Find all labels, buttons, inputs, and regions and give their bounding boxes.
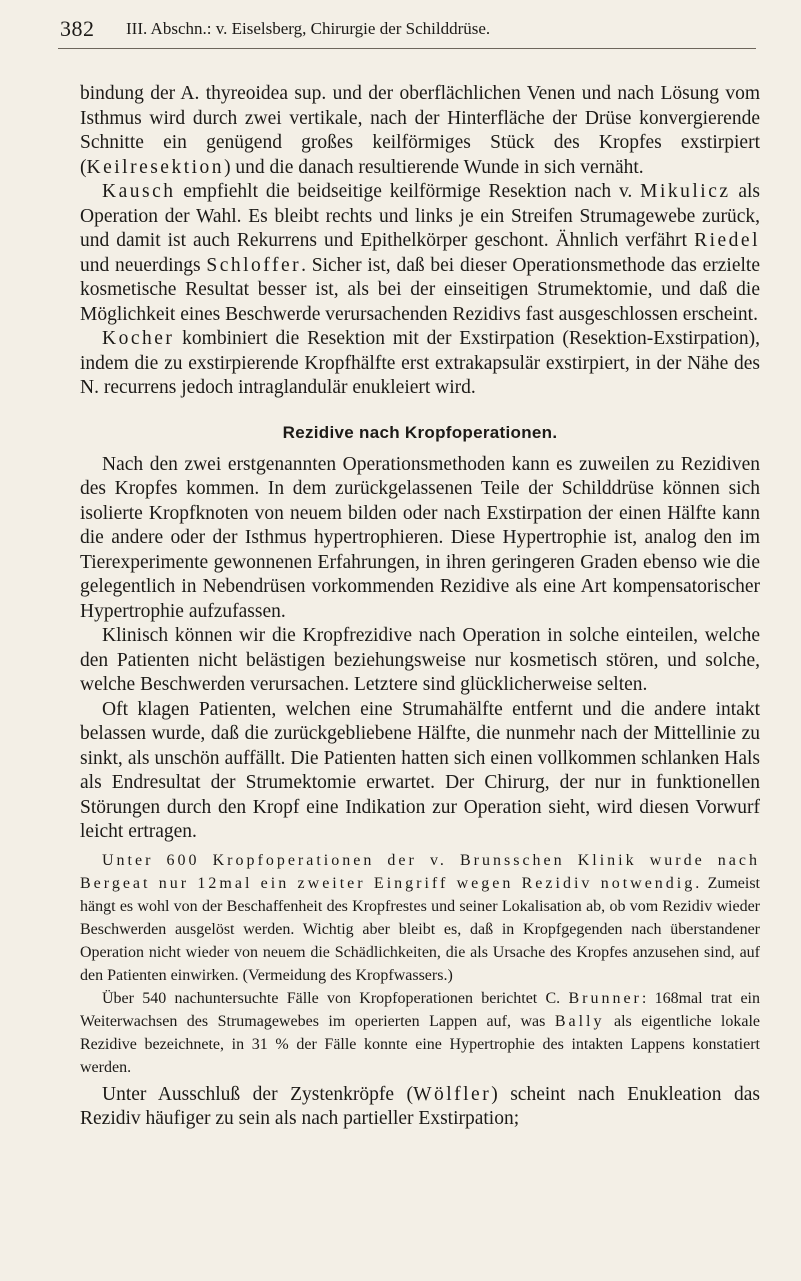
paragraph-text: bindung der A. thyreoidea sup. und der oberflächlichen Venen und nach Lösung vom Isthmus wird durch zwei vertikale, nach der Hinterfläche der Drüse konvergierende Schnitte ein genügend großes keilförmiges Stück des Kropfes exstirpiert ( <box>80 83 760 178</box>
paragraph-text: . Sicher ist, daß bei dieser Operationsmethode das erzielte kosmetische Resultat besser ist, als bei der einseitigen Strumektomie, und daß die Möglichkeit eines Beschwerde verursachenden Rezidivs fast ausgeschlossen erscheint. <box>80 254 760 325</box>
paragraph-text: empfiehlt die beidseitige keilförmige Resektion nach v. <box>175 181 641 202</box>
running-head: III. Abschn.: v. Eiselsberg, Chirurgie der Schilddrüse. <box>126 19 491 38</box>
spaced-statement: Unter 600 Kropfoperationen der v. Brunsschen Klinik wurde nach Bergeat nur 12mal ein zweiter Eingriff wegen Rezidiv notwendig. <box>80 851 760 892</box>
paragraph-text: ) und die danach resultierende Wunde in sich vernäht. <box>224 156 644 178</box>
paragraph-text: als eigentliche lokale Rezidive bezeichnete, in 31 % der Fälle konnte eine Hypertrophie des intakten Lappens konstatiert werden. <box>80 1012 760 1076</box>
page-number: 382 <box>60 16 95 41</box>
header-rule <box>58 48 756 49</box>
paragraph-text: kombiniert die Resektion mit der Exstirpation (Resektion-Exstirpation), indem die zu exstirpierende Kropfhälfte erst extrakapsulär exstirpiert, in der Nähe des N. recurrens jedoch intraglandulär enukleiert wird. <box>80 328 760 398</box>
author-name: Mikulicz <box>640 181 731 202</box>
paragraph-klinisch: Klinisch können wir die Kropfrezidive nach Operation in solche einteilen, welche den Patienten nicht belästigen beziehungsweise nur kosmetisch stören, und solche, welche Beschwerden verursachen. Letztere sind glücklicherweise selten. <box>80 625 760 695</box>
page-header <box>60 16 760 56</box>
paragraph-text: als Operation der Wahl. Es bleibt rechts und links je ein Streifen Strumagewebe zurück, und damit ist auch Rekurrens und Epithelkörper geschont. Ähnlich verfährt <box>80 181 760 251</box>
paragraph-text: Über 540 nachuntersuchte Fälle von Kropfoperationen berichtet C. <box>102 989 569 1007</box>
author-name: Brunner <box>568 989 642 1007</box>
paragraph-rezidive: Nach den zwei erstgenannten Operationsmethoden kann es zuweilen zu Rezidiven des Kropfes kommen. In dem zurückgelassenen Teile der Schilddrüse können sich isolierte Kropfknoten von neuem bilden oder nach Exstirpation der einen Hälfte kann die andere oder der Isthmus hypertrophieren. Diese Hypertrophie ist, analog den im Tierexperimente gewonnenen Erfahrungen, in ihren geringeren Graden ebenso wie die gelegentlich in Nebendrüsen vorkommenden Rezidive als eine Art kompensatorischer Hypertrophie aufzufassen. <box>80 453 760 622</box>
author-name: Kausch <box>102 181 176 202</box>
author-name: Riedel <box>694 230 760 251</box>
author-name: Wölfler <box>413 1083 492 1105</box>
paragraph-text: Unter Ausschluß der Zystenkröpfe ( <box>102 1083 414 1105</box>
paragraph-text: und neuerdings <box>80 254 207 276</box>
paragraph-kocher <box>80 327 760 401</box>
page-body <box>80 82 760 1132</box>
paragraph-text: ) scheint nach Enukleation das Rezidiv häufiger zu sein als nach partieller Exstirpation; <box>80 1083 760 1129</box>
paragraph-kausch <box>80 180 760 327</box>
paragraph-oft-klagen: Oft klagen Patienten, welchen eine Strumahälfte entfernt und die andere intakt belassen wurde, daß die zurückgebliebene Hälfte, die nunmehr nach der Mittellinie zu sinkt, als unschön auffällt. Die Patienten hatten sich einen vollkommen schlanken Hals als Endresultat der Strumektomie erwartet. Der Chirurg, der nur in funktionellen Störungen durch den Kropf eine Indikation zur Operation sieht, wird diesen Vorwurf leicht ertragen. <box>80 698 760 842</box>
paragraph-text: Zumeist hängt es wohl von der Beschaffenheit des Kropfrestes und seiner Lokalisation ab, ob vom Rezidiv wieder Beschwerden ausgelöst werden. Wichtig aber bleibt es, daß in Kropfgegenden nach überstandener Operation nicht wieder von neuem die Schädlichkeiten, die als Ursache des Kropfes anzusehen sind, auf den Patienten einwirken. (Vermeidung des Kropfwassers.) <box>80 874 761 984</box>
paragraph-zystenkroepfe <box>80 1083 760 1132</box>
small-paragraph-bergeat <box>80 849 760 987</box>
paragraph-text: : 168mal trat ein Weiterwachsen des Strumagewebes im operierten Lappen auf, was <box>80 989 760 1030</box>
section-heading: Rezidive nach Kropfoperationen. <box>282 422 558 442</box>
author-name: Schloffer <box>206 254 302 276</box>
author-name: Bally <box>554 1012 605 1030</box>
spaced-term: Keilresektion <box>86 156 225 178</box>
author-name: Kocher <box>102 328 175 349</box>
small-paragraph-brunner <box>80 987 760 1079</box>
paragraph-keilresektion <box>80 82 760 180</box>
